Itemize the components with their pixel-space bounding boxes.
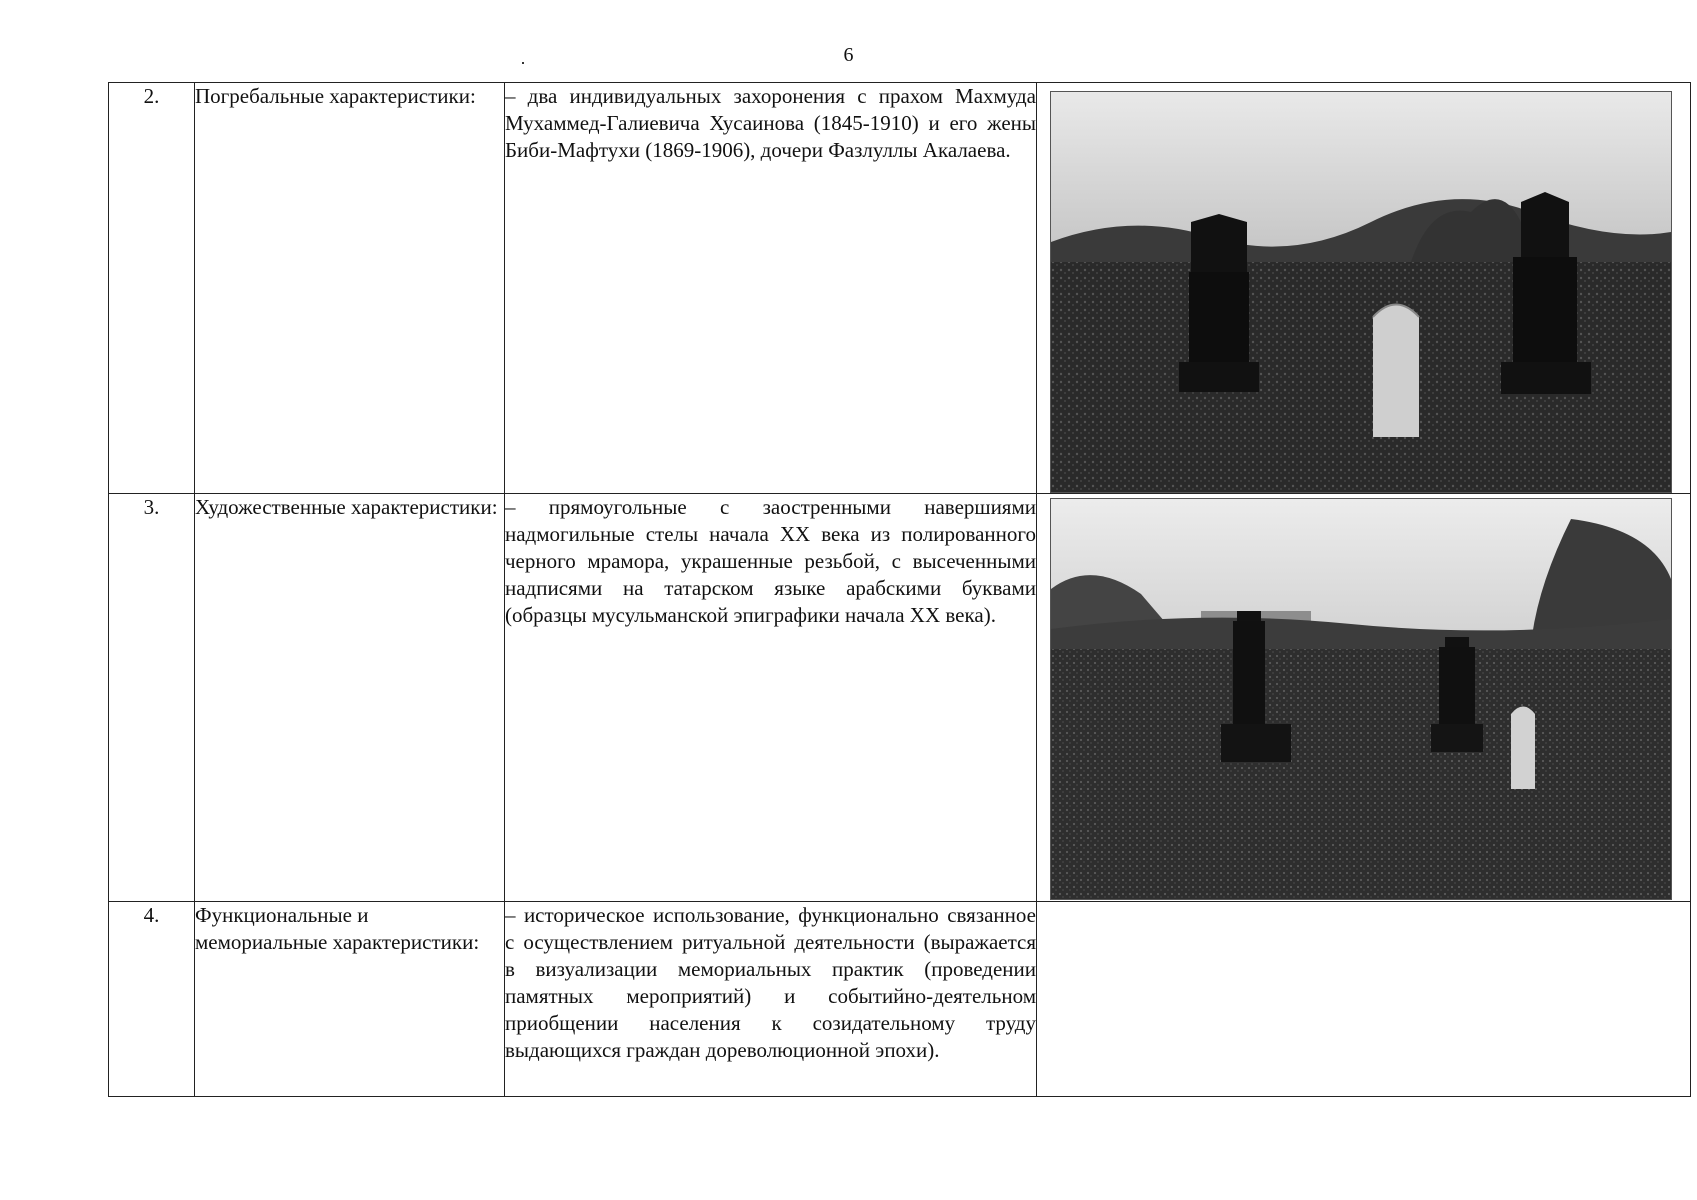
table-row: [109, 83, 1691, 494]
photo-cell: [1037, 494, 1691, 902]
left-gravestone-shape: [1179, 214, 1259, 392]
overgrown-cemetery-photo-image: [1051, 499, 1671, 899]
gravestones-photo-image: [1051, 92, 1671, 492]
white-stele-shape: [1373, 305, 1419, 438]
row-number: 3.: [109, 494, 195, 902]
row-label: Функциональные и мемориальные характеристики:: [195, 902, 505, 1097]
cemetery-photo-1: [1050, 91, 1672, 493]
table-row: [109, 494, 1691, 902]
row-label: Художественные характеристики:: [195, 494, 505, 902]
photo-cell: [1037, 83, 1691, 494]
page-number: 6: [843, 44, 854, 66]
empty-photo-cell: [1037, 902, 1691, 1097]
table-row: [109, 902, 1691, 1097]
white-stele-shape: [1511, 707, 1535, 790]
row-number: 4.: [109, 902, 195, 1097]
cemetery-photo-2: [1050, 498, 1672, 900]
scan-artifact-dot: [522, 62, 524, 64]
characteristics-table: [108, 82, 1691, 1097]
row-description: – два индивидуальных захоронения с прахом Махмуда Мухаммед-Галиевича Хусаинова (1845-1910) и его жены Биби-Мафтухи (1869-1906), дочери Фазлуллы Акалаева.: [505, 83, 1037, 494]
row-number: 2.: [109, 83, 195, 494]
row-label: Погребальные характеристики:: [195, 83, 505, 494]
row-description: – прямоугольные с заостренными навершиями надмогильные стелы начала XX века из полированного черного мрамора, украшенные резьбой, с высеченными надписями на татарском языке арабскими буквами (образцы мусульманской эпиграфики начала XX века).: [505, 494, 1037, 902]
row-description: – историческое использование, функционально связанное с осуществлением ритуальной деятельности (выражается в визуализации мемориальных практик (проведении памятных мероприятий) и событийно-деятельном приобщении населения к созидательному труду выдающихся граждан дореволюционной эпохи).: [505, 902, 1037, 1097]
